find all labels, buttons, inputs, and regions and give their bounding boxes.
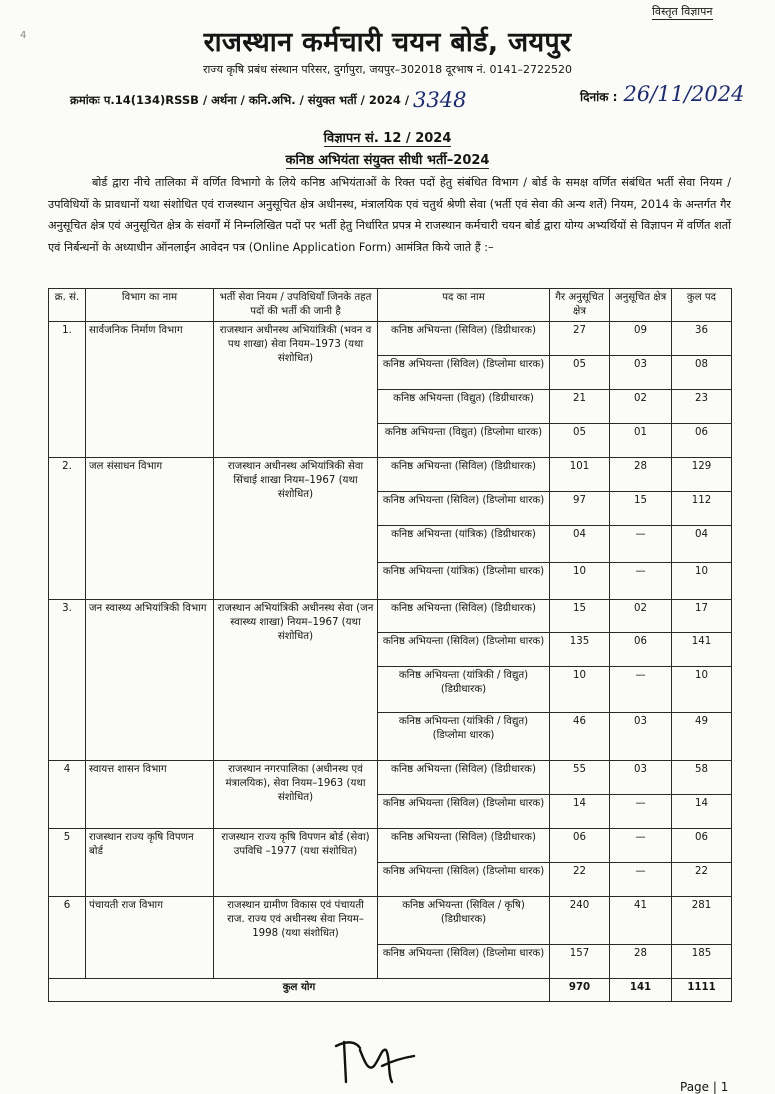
department-name: पंचायती राज विभाग bbox=[86, 897, 214, 979]
total-count: 58 bbox=[672, 761, 732, 795]
reference-line bbox=[70, 88, 467, 112]
department-name: स्वायत्त शासन विभाग bbox=[86, 761, 214, 829]
total-count: 04 bbox=[672, 526, 732, 563]
header-non-scheduled: गैर अनुसूचित क्षेत्र bbox=[550, 289, 610, 322]
date-line bbox=[580, 82, 745, 106]
scheduled-count: — bbox=[610, 563, 672, 600]
scheduled-count: 01 bbox=[610, 424, 672, 458]
post-name: कनिष्ठ अभियन्ता (सिविल) (डिग्रीधारक) bbox=[378, 829, 550, 863]
department-serial: 6 bbox=[49, 897, 86, 979]
scheduled-count: 02 bbox=[610, 600, 672, 633]
non-scheduled-count: 05 bbox=[550, 424, 610, 458]
total-count: 08 bbox=[672, 356, 732, 390]
total-count: 281 bbox=[672, 897, 732, 945]
scheduled-count: — bbox=[610, 863, 672, 897]
advertisement-number-text: विज्ञापन सं. 12 / 2024 bbox=[323, 131, 452, 146]
non-scheduled-count: 135 bbox=[550, 633, 610, 667]
post-name: कनिष्ठ अभियन्ता (सिविल) (डिप्लोमा धारक) bbox=[378, 795, 550, 829]
scheduled-count: 28 bbox=[610, 458, 672, 492]
post-name: कनिष्ठ अभियन्ता (यांत्रिक) (डिप्लोमा धारक) bbox=[378, 563, 550, 600]
scheduled-count: 09 bbox=[610, 322, 672, 356]
post-name: कनिष्ठ अभियन्ता (विद्युत) (डिग्रीधारक) bbox=[378, 390, 550, 424]
post-name: कनिष्ठ अभियन्ता (सिविल) (डिप्लोमा धारक) bbox=[378, 863, 550, 897]
non-scheduled-count: 04 bbox=[550, 526, 610, 563]
non-scheduled-count: 15 bbox=[550, 600, 610, 633]
non-scheduled-count: 55 bbox=[550, 761, 610, 795]
total-count: 185 bbox=[672, 945, 732, 979]
header-department: विभाग का नाम bbox=[86, 289, 214, 322]
non-scheduled-count: 21 bbox=[550, 390, 610, 424]
date-label: दिनांक : bbox=[580, 90, 618, 104]
non-scheduled-count: 27 bbox=[550, 322, 610, 356]
service-rules: राजस्थान अभियांत्रिकी अधीनस्थ सेवा (जन स्वास्थ्य शाखा) नियम–1967 (यथा संशोधित) bbox=[214, 600, 378, 761]
advertisement-number bbox=[0, 128, 775, 146]
service-rules: राजस्थान अधीनस्थ अभियांत्रिकी सेवा सिंचाई शाखा नियम–1967 (यथा संशोधित) bbox=[214, 458, 378, 600]
department-serial: 1. bbox=[49, 322, 86, 458]
non-scheduled-count: 240 bbox=[550, 897, 610, 945]
scheduled-count: 15 bbox=[610, 492, 672, 526]
table-total-row bbox=[49, 979, 732, 1002]
service-rules: राजस्थान ग्रामीण विकास एवं पंचायती राज. राज्य एवं अधीनस्थ सेवा नियम–1998 (यथा संशोधित) bbox=[214, 897, 378, 979]
total-count: 23 bbox=[672, 390, 732, 424]
reference-number-handwritten: 3348 bbox=[413, 88, 467, 112]
total-count: 129 bbox=[672, 458, 732, 492]
signature bbox=[330, 1036, 420, 1088]
service-rules: राजस्थान राज्य कृषि विपणन बोर्ड (सेवा) उपविधि –1977 (यथा संशोधित) bbox=[214, 829, 378, 897]
total-count: 10 bbox=[672, 667, 732, 713]
post-name: कनिष्ठ अभियन्ता (यांत्रिक) (डिग्रीधारक) bbox=[378, 526, 550, 563]
table-row bbox=[49, 829, 732, 863]
corner-handwritten-mark: 4 bbox=[20, 30, 27, 41]
total-count: 141 bbox=[672, 633, 732, 667]
scheduled-count: 02 bbox=[610, 390, 672, 424]
scheduled-count: 06 bbox=[610, 633, 672, 667]
post-name: कनिष्ठ अभियन्ता (सिविल) (डिप्लोमा धारक) bbox=[378, 633, 550, 667]
total-count: 17 bbox=[672, 600, 732, 633]
board-title: राजस्थान कर्मचारी चयन बोर्ड, जयपुर bbox=[203, 27, 572, 58]
scheduled-count: 03 bbox=[610, 713, 672, 761]
vacancy-table bbox=[48, 288, 732, 1002]
table-row bbox=[49, 458, 732, 492]
non-scheduled-count: 10 bbox=[550, 563, 610, 600]
date-handwritten: 26/11/2024 bbox=[623, 82, 745, 106]
department-name: सार्वजनिक निर्माण विभाग bbox=[86, 322, 214, 458]
grand-total-scheduled: 141 bbox=[610, 979, 672, 1002]
service-rules: राजस्थान अधीनस्थ अभियांत्रिकी (भवन व पथ शाखा) सेवा नियम–1973 (यथा संशोधित) bbox=[214, 322, 378, 458]
table-row bbox=[49, 600, 732, 633]
grand-total: 1111 bbox=[672, 979, 732, 1002]
total-count: 06 bbox=[672, 424, 732, 458]
scheduled-count: 41 bbox=[610, 897, 672, 945]
recruitment-subject-text: कनिष्ठ अभियंता संयुक्त सीधी भर्ती–2024 bbox=[285, 153, 490, 168]
total-count: 49 bbox=[672, 713, 732, 761]
department-name: जन स्वास्थ्य अभियांत्रिकी विभाग bbox=[86, 600, 214, 761]
scheduled-count: — bbox=[610, 795, 672, 829]
intro-paragraph: बोर्ड द्वारा नीचे तालिका में वर्णित विभागो के लिये कनिष्ठ अभियंताओं के रिक्त पदों हेतु संबंधित विभाग / बोर्ड के समक्ष वर्णित संबंधित भर्ती सेवा नियम / उपविधियों के प्रावधानों यथा संशोधित एवं राजस्थान अनुसूचित क्षेत्र अधीनस्थ, मंत्रालयिक एवं चतुर्थ श्रेणी सेवा (भर्ती एवं सेवा की अन्य शर्ते) नियम, 2014 के अन्तर्गत गैर अनुसूचित क्षेत्र एवं अनुसूचित क्षेत्र के संवर्गों में निम्नलिखित पदों पर भर्ती हेतु निर्धारित प्रपत्र मे राजस्थान कर्मचारी चयन बोर्ड द्वारा योग्य अभ्यर्थियों से विज्ञापन में वर्णित शर्तो एवं निर्बन्धनों के अध्याधीन ऑनलाईन आवेदन पत्र (Online Application Form) आमंत्रित किये जाते हैं :– bbox=[48, 176, 731, 254]
non-scheduled-count: 05 bbox=[550, 356, 610, 390]
total-count: 112 bbox=[672, 492, 732, 526]
service-rules: राजस्थान नगरपालिका (अधीनस्थ एवं मंत्रालयिक), सेवा नियम–1963 (यथा संशोधित) bbox=[214, 761, 378, 829]
table-body bbox=[49, 322, 732, 1002]
scheduled-count: 03 bbox=[610, 761, 672, 795]
header-scheduled: अनुसूचित क्षेत्र bbox=[610, 289, 672, 322]
table-row bbox=[49, 897, 732, 945]
department-serial: 4 bbox=[49, 761, 86, 829]
post-name: कनिष्ठ अभियन्ता (सिविल) (डिग्रीधारक) bbox=[378, 322, 550, 356]
scheduled-count: — bbox=[610, 667, 672, 713]
header-rules: भर्ती सेवा नियम / उपविधियाँ जिनके तहत पदों की भर्ती की जानी है bbox=[214, 289, 378, 322]
grand-total-non-scheduled: 970 bbox=[550, 979, 610, 1002]
page-number: Page | 1 bbox=[680, 1080, 729, 1094]
non-scheduled-count: 46 bbox=[550, 713, 610, 761]
total-count: 22 bbox=[672, 863, 732, 897]
non-scheduled-count: 10 bbox=[550, 667, 610, 713]
post-name: कनिष्ठ अभियन्ता (सिविल / कृषि) (डिग्रीधारक) bbox=[378, 897, 550, 945]
total-label: कुल योग bbox=[49, 979, 550, 1002]
header-total: कुल पद bbox=[672, 289, 732, 322]
scheduled-count: 28 bbox=[610, 945, 672, 979]
department-serial: 2. bbox=[49, 458, 86, 600]
scheduled-count: — bbox=[610, 829, 672, 863]
post-name: कनिष्ठ अभियन्ता (यांत्रिकी / विद्युत) (डिप्लोमा धारक) bbox=[378, 713, 550, 761]
recruitment-subject bbox=[0, 150, 775, 168]
department-name: जल संसाधन विभाग bbox=[86, 458, 214, 600]
post-name: कनिष्ठ अभियन्ता (यांत्रिकी / विद्युत) (डिग्रीधारक) bbox=[378, 667, 550, 713]
scheduled-count: — bbox=[610, 526, 672, 563]
post-name: कनिष्ठ अभियन्ता (सिविल) (डिग्रीधारक) bbox=[378, 761, 550, 795]
non-scheduled-count: 06 bbox=[550, 829, 610, 863]
reference-label: क्रमांकः प.14(134)RSSB / अर्थना / कनि.अभि. / संयुक्त भर्ती / 2024 / bbox=[70, 93, 410, 107]
post-name: कनिष्ठ अभियन्ता (विद्युत) (डिप्लोमा धारक) bbox=[378, 424, 550, 458]
total-count: 06 bbox=[672, 829, 732, 863]
header-sno: क्र. सं. bbox=[49, 289, 86, 322]
post-name: कनिष्ठ अभियन्ता (सिविल) (डिग्रीधारक) bbox=[378, 458, 550, 492]
total-count: 14 bbox=[672, 795, 732, 829]
non-scheduled-count: 157 bbox=[550, 945, 610, 979]
post-name: कनिष्ठ अभियन्ता (सिविल) (डिप्लोमा धारक) bbox=[378, 356, 550, 390]
post-name: कनिष्ठ अभियन्ता (सिविल) (डिप्लोमा धारक) bbox=[378, 945, 550, 979]
board-address: राज्य कृषि प्रबंध संस्थान परिसर, दुर्गापुरा, जयपुर–302018 दूरभाष नं. 0141–2722520 bbox=[202, 63, 573, 76]
department-serial: 3. bbox=[49, 600, 86, 761]
table-header-row bbox=[49, 289, 732, 322]
non-scheduled-count: 14 bbox=[550, 795, 610, 829]
post-name: कनिष्ठ अभियन्ता (सिविल) (डिग्रीधारक) bbox=[378, 600, 550, 633]
post-name: कनिष्ठ अभियन्ता (सिविल) (डिप्लोमा धारक) bbox=[378, 492, 550, 526]
non-scheduled-count: 22 bbox=[550, 863, 610, 897]
table-row bbox=[49, 761, 732, 795]
department-name: राजस्थान राज्य कृषि विपणन बोर्ड bbox=[86, 829, 214, 897]
table-row bbox=[49, 322, 732, 356]
header-post: पद का नाम bbox=[378, 289, 550, 322]
scheduled-count: 03 bbox=[610, 356, 672, 390]
total-count: 10 bbox=[672, 563, 732, 600]
advertisement-tag: विस्तृत विज्ञापन bbox=[652, 5, 713, 18]
department-serial: 5 bbox=[49, 829, 86, 897]
non-scheduled-count: 97 bbox=[550, 492, 610, 526]
non-scheduled-count: 101 bbox=[550, 458, 610, 492]
total-count: 36 bbox=[672, 322, 732, 356]
